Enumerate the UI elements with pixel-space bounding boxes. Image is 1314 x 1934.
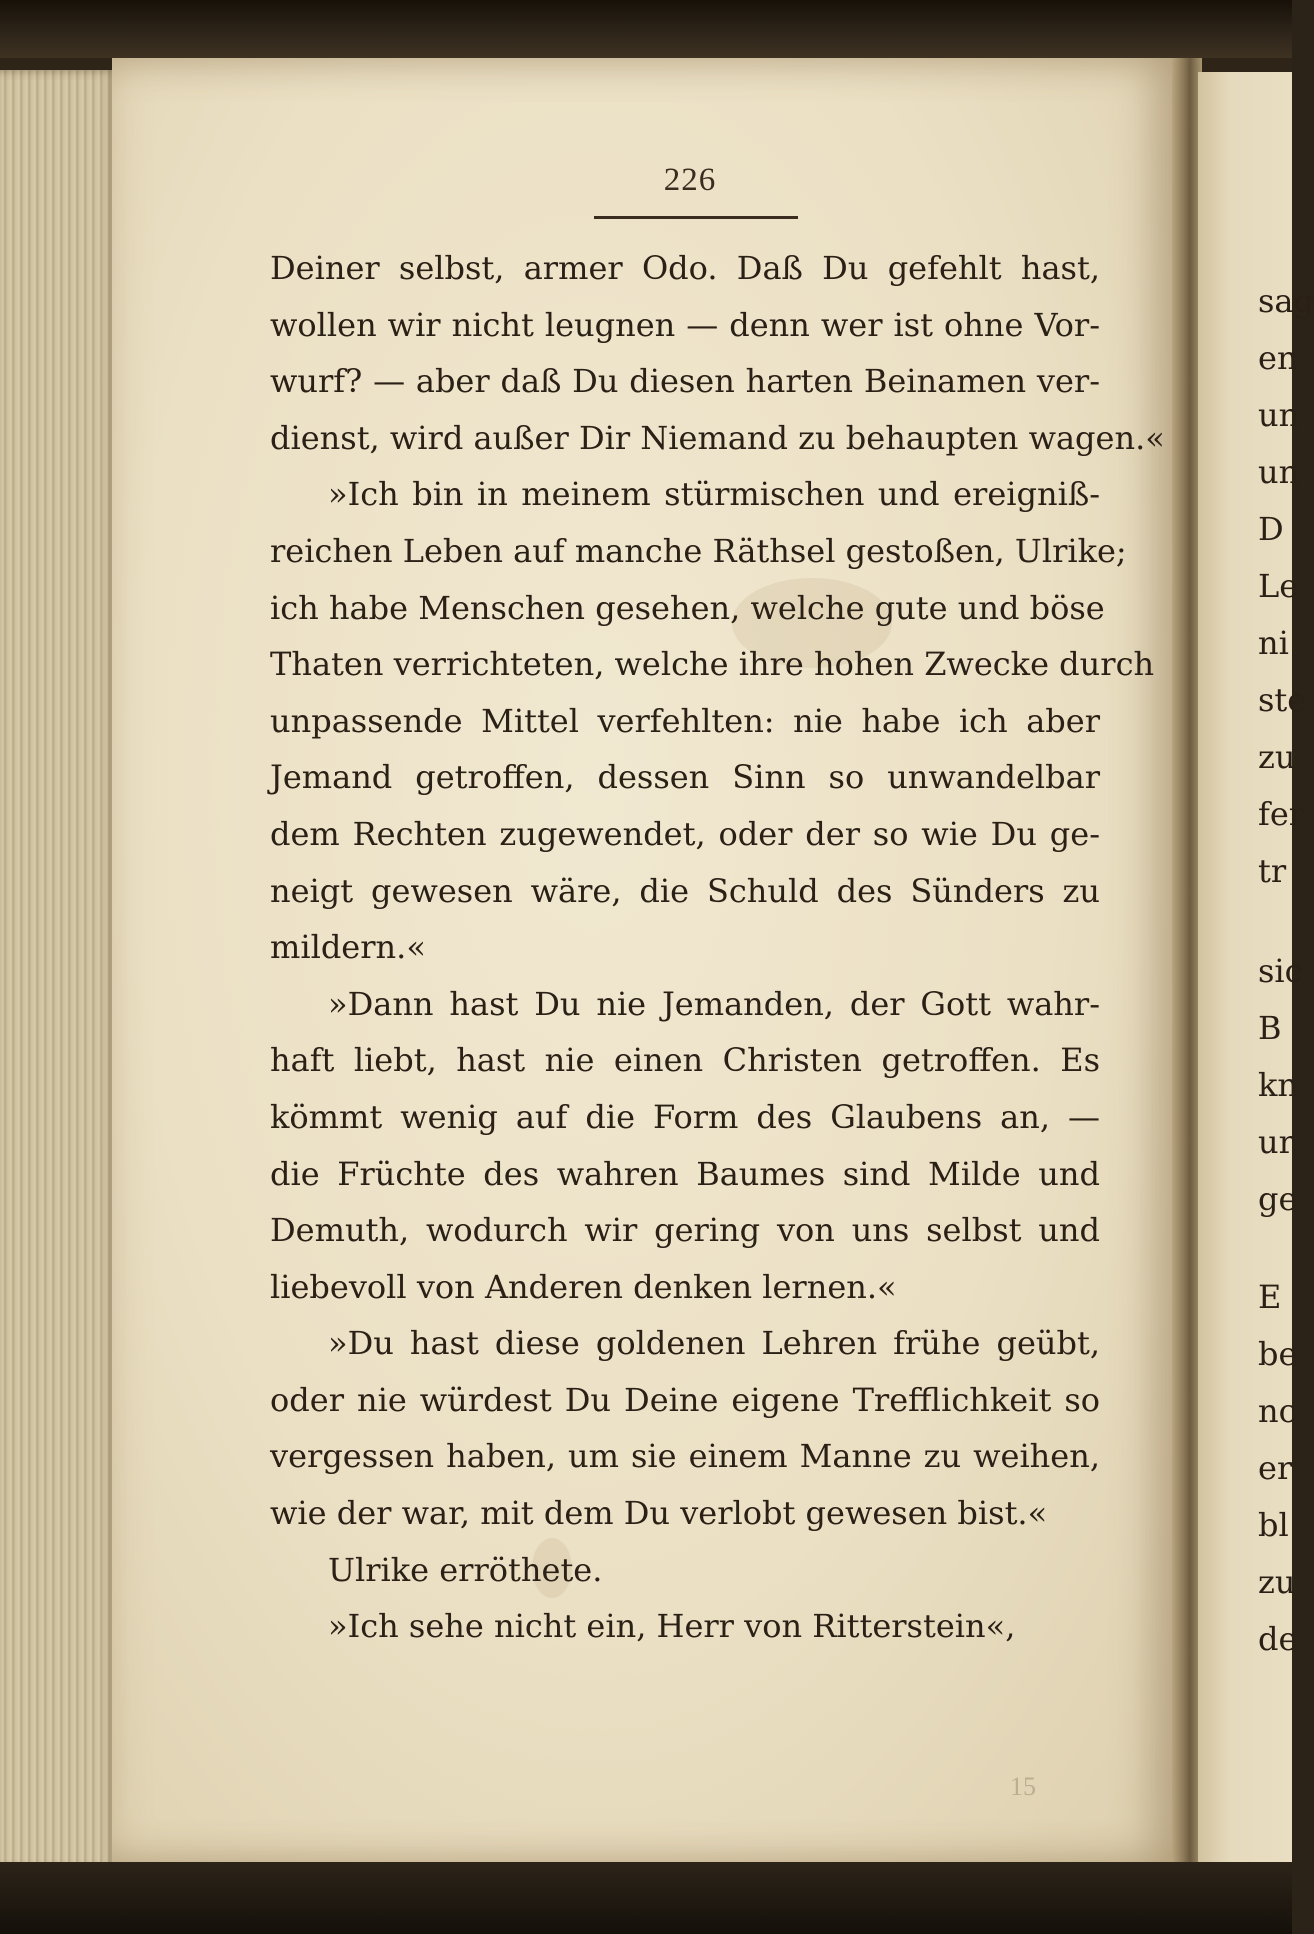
text-line: dienst, wird außer Dir Niemand zu behaupten wagen.« [270, 418, 1165, 457]
text-line: kömmt wenig auf die Form des Glaubens an, — [270, 1097, 1100, 1136]
text-line: »Ich sehe nicht ein, Herr von Ritterstein«, [328, 1607, 1016, 1646]
binding-bottom [0, 1862, 1292, 1934]
binding-top [0, 0, 1292, 58]
facing-page-fragment: en [1258, 339, 1298, 377]
text-line: Jemand getroffen, dessen Sinn so unwandelbar [270, 758, 1100, 797]
text-line: haft liebt, hast nie einen Christen getroffen. Es [270, 1041, 1100, 1080]
facing-page-fragment: tr [1258, 852, 1287, 890]
text-line: unpassende Mittel verfehlten: nie habe ich aber [270, 701, 1100, 740]
facing-page-fragment: E [1258, 1278, 1282, 1316]
text-line: liebevoll von Anderen denken lernen.« [270, 1267, 897, 1306]
facing-page-fragment: fer [1258, 795, 1305, 833]
text-line: wollen wir nicht leugnen — denn wer ist ohne Vor- [270, 305, 1100, 344]
text-line: reichen Leben auf manche Räthsel gestoßen, Ulrike; [270, 531, 1127, 570]
page-stack-edge [0, 70, 118, 1870]
signature-mark: 15 [1010, 1772, 1036, 1801]
facing-page-fragment: zu [1258, 1563, 1296, 1601]
facing-page-fragment: B [1258, 1009, 1282, 1047]
facing-page-fragment: Le [1258, 567, 1299, 605]
facing-page-fragment: ur [1258, 1123, 1294, 1161]
page-number: 226 [663, 162, 717, 198]
facing-page-fragment: ni [1258, 624, 1289, 662]
facing-page-fragment: D [1258, 510, 1284, 548]
facing-page-fragment: ste [1258, 681, 1307, 719]
page-body-text [270, 240, 1165, 1655]
text-line: dem Rechten zugewendet, oder der so wie Du ge- [270, 814, 1100, 853]
facing-page [1198, 72, 1314, 1864]
text-line: »Du hast diese goldenen Lehren frühe geübt, [328, 1324, 1100, 1363]
text-line: Thaten verrichteten, welche ihre hohen Zwecke durch [270, 645, 1155, 684]
facing-page-fragment: nc [1258, 1392, 1297, 1430]
text-line: wie der war, mit dem Du verlobt gewesen bist.« [270, 1494, 1048, 1533]
text-line: »Dann hast Du nie Jemanden, der Gott wahr- [328, 984, 1100, 1023]
text-line: wurf? — aber daß Du diesen harten Beinamen ver- [270, 362, 1100, 401]
text-line: neigt gewesen wäre, die Schuld des Sünders zu [270, 871, 1100, 910]
text-line: vergessen haben, um sie einem Manne zu weihen, [270, 1437, 1100, 1476]
header-rule [594, 216, 798, 219]
facing-page-fragment: zu [1258, 738, 1296, 776]
facing-page-fragment: kn [1258, 1066, 1298, 1104]
facing-page-fragment: er [1258, 1449, 1293, 1487]
text-line: Demuth, wodurch wir gering von uns selbst und [270, 1211, 1100, 1250]
text-line: ich habe Menschen gesehen, welche gute und böse [270, 588, 1105, 627]
text-line: mildern.« [270, 928, 426, 967]
text-line: Deiner selbst, armer Odo. Daß Du gefehlt hast, [270, 249, 1100, 287]
facing-page-fragment: un [1258, 396, 1300, 434]
facing-page-fragment: sic [1258, 952, 1303, 990]
text-line: oder nie würdest Du Deine eigene Trefflichkeit so [270, 1380, 1100, 1419]
text-line: »Ich bin in meinem stürmischen und ereigniß- [328, 475, 1100, 514]
text-line: die Früchte des wahren Baumes sind Milde und [270, 1154, 1100, 1193]
facing-page-fragment: sag [1258, 282, 1314, 320]
facing-page-fragment: bl [1258, 1506, 1289, 1544]
facing-page-fragment: be [1258, 1335, 1298, 1373]
facing-page-fragment: de [1258, 1620, 1298, 1658]
text-line: Ulrike erröthete. [328, 1550, 603, 1589]
facing-page-fragment: ge [1258, 1180, 1298, 1218]
facing-page-fragment: un [1258, 453, 1300, 491]
